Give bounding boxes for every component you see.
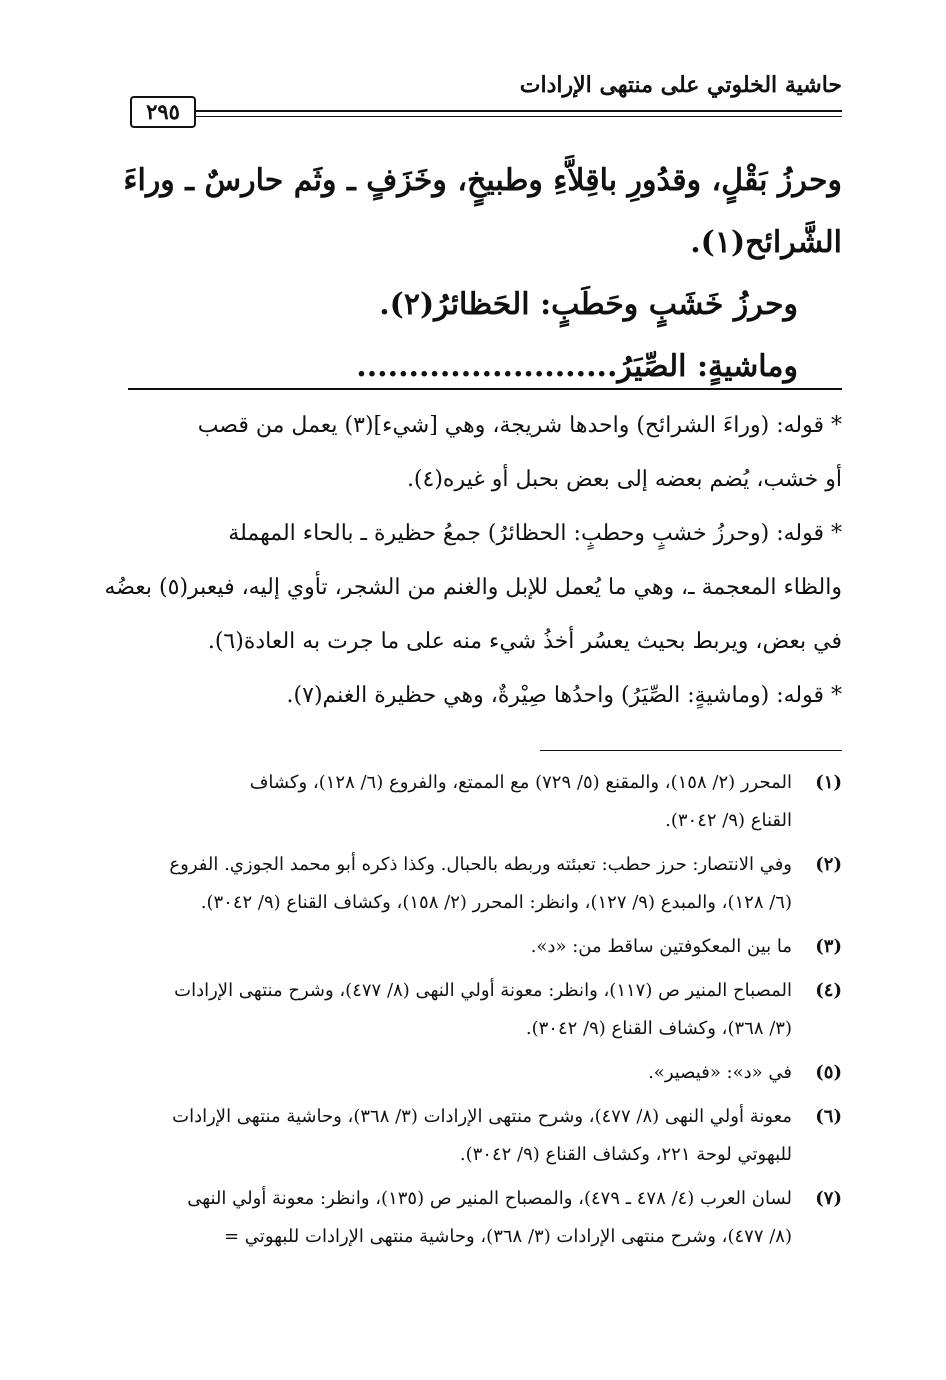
- running-header-title: حاشية الخلوتي على منتهى الإرادات: [519, 72, 842, 98]
- footnote-line: المصباح المنير ص (١١٧)، وانظر: معونة أولي النهى (٨/ ٤٧٧)، وشرح منتهى الإرادات: [174, 980, 792, 1001]
- footnote: [128, 846, 842, 922]
- commentary-section: [104, 402, 842, 726]
- footnote: [128, 1098, 842, 1174]
- footnotes-section: [128, 764, 842, 1262]
- footnote-number: (٤): [815, 980, 842, 1001]
- header-rule-thin: [196, 116, 842, 117]
- footnote: [128, 928, 842, 966]
- matn-text: [123, 150, 842, 398]
- footnote-line: (٨/ ٤٧٧)، وشرح منتهى الإرادات (٣/ ٣٦٨)، وحاشية منتهى الإرادات للبهوتي =: [224, 1226, 792, 1247]
- matn-line: وحرزُ خَشَبٍ وحَطَبٍ: الحَظائرُ(٢).: [379, 287, 798, 322]
- footnote-line: وفي الانتصار: حرز حطب: تعبئته وربطه بالحبال. وكذا ذكره أبو محمد الجوزي. الفروع: [169, 854, 792, 875]
- footnote: [128, 1054, 842, 1092]
- footnote: [128, 972, 842, 1048]
- commentary-line: في بعض، ويربط بحيث يعسُر أخذُ شيء منه على ما جرت به العادة(٦).: [207, 629, 842, 654]
- footnote-number: (٥): [815, 1062, 842, 1083]
- footnote-number: (١): [815, 772, 842, 793]
- matn-separator-rule: [128, 388, 842, 390]
- footnote-number: (٣): [815, 936, 842, 957]
- footnote-line: لسان العرب (٤/ ٤٧٨ ـ ٤٧٩)، والمصباح المنير ص (١٣٥)، وانظر: معونة أولي النهى: [187, 1188, 792, 1209]
- matn-line: وحرزُ بَقْلٍ، وقدُورِ باقِلاَّءِ وطبيخٍ، وخَزَفٍ ـ وثَم حارسٌ ـ وراءَ: [123, 163, 842, 198]
- footnote-line: في «د»: «فيصير».: [648, 1062, 792, 1083]
- footnote-line: معونة أولي النهى (٨/ ٤٧٧)، وشرح منتهى الإرادات (٣/ ٣٦٨)، وحاشية منتهى الإرادات: [172, 1106, 792, 1127]
- page-number-box: ٢٩٥: [130, 96, 196, 128]
- footnote-number: (٦): [815, 1106, 842, 1127]
- footnote: [128, 764, 842, 840]
- commentary-line: * قوله: (وراءَ الشرائح) واحدها شريجة، وهي [شيء](٣) يعمل من قصب: [197, 413, 842, 438]
- commentary-line: * قوله: (وحرزُ خشبٍ وحطبٍ: الحظائرُ) جمعُ حظيرة ـ بالحاء المهملة: [228, 521, 842, 546]
- commentary-line: أو خشب، يُضم بعضه إلى بعض بحبل أو غيره(٤).: [406, 467, 842, 492]
- matn-text-segment: وماشيةٍ: الصِّيَرُ: [617, 349, 798, 384]
- footnote-number: (٧): [815, 1188, 842, 1209]
- footnote-line: القناع (٩/ ٣٠٤٢).: [665, 810, 792, 831]
- footnote-separator-rule: [540, 750, 842, 751]
- footnote-line: للبهوتي لوحة ٢٢١، وكشاف القناع (٩/ ٣٠٤٢).: [459, 1144, 792, 1165]
- matn-line: الشَّرائح(١).: [690, 225, 842, 260]
- leader-dots: .........................: [356, 349, 618, 384]
- footnote: [128, 1180, 842, 1256]
- footnote-line: (٣/ ٣٦٨)، وكشاف القناع (٩/ ٣٠٤٢).: [525, 1018, 792, 1039]
- footnote-line: (٦/ ١٢٨)، والمبدع (٩/ ١٢٧)، وانظر: المحرر (٢/ ١٥٨)، وكشاف القناع (٩/ ٣٠٤٢).: [200, 892, 792, 913]
- commentary-line: * قوله: (وماشيةٍ: الصِّيَرُ) واحدُها صِيْرةٌ، وهي حظيرة الغنم(٧).: [286, 683, 842, 708]
- footnote-line: المحرر (٢/ ١٥٨)، والمقنع (٥/ ٧٢٩) مع الممتع، والفروع (٦/ ١٢٨)، وكشاف: [249, 772, 792, 793]
- footnote-number: (٢): [815, 854, 842, 875]
- header-rule: [196, 110, 842, 112]
- footnote-line: ما بين المعكوفتين ساقط من: «د».: [530, 936, 792, 957]
- commentary-line: والظاء المعجمة ـ، وهي ما يُعمل للإبل والغنم من الشجر، تأوي إليه، فيعبر(٥) بعضُه: [104, 575, 842, 600]
